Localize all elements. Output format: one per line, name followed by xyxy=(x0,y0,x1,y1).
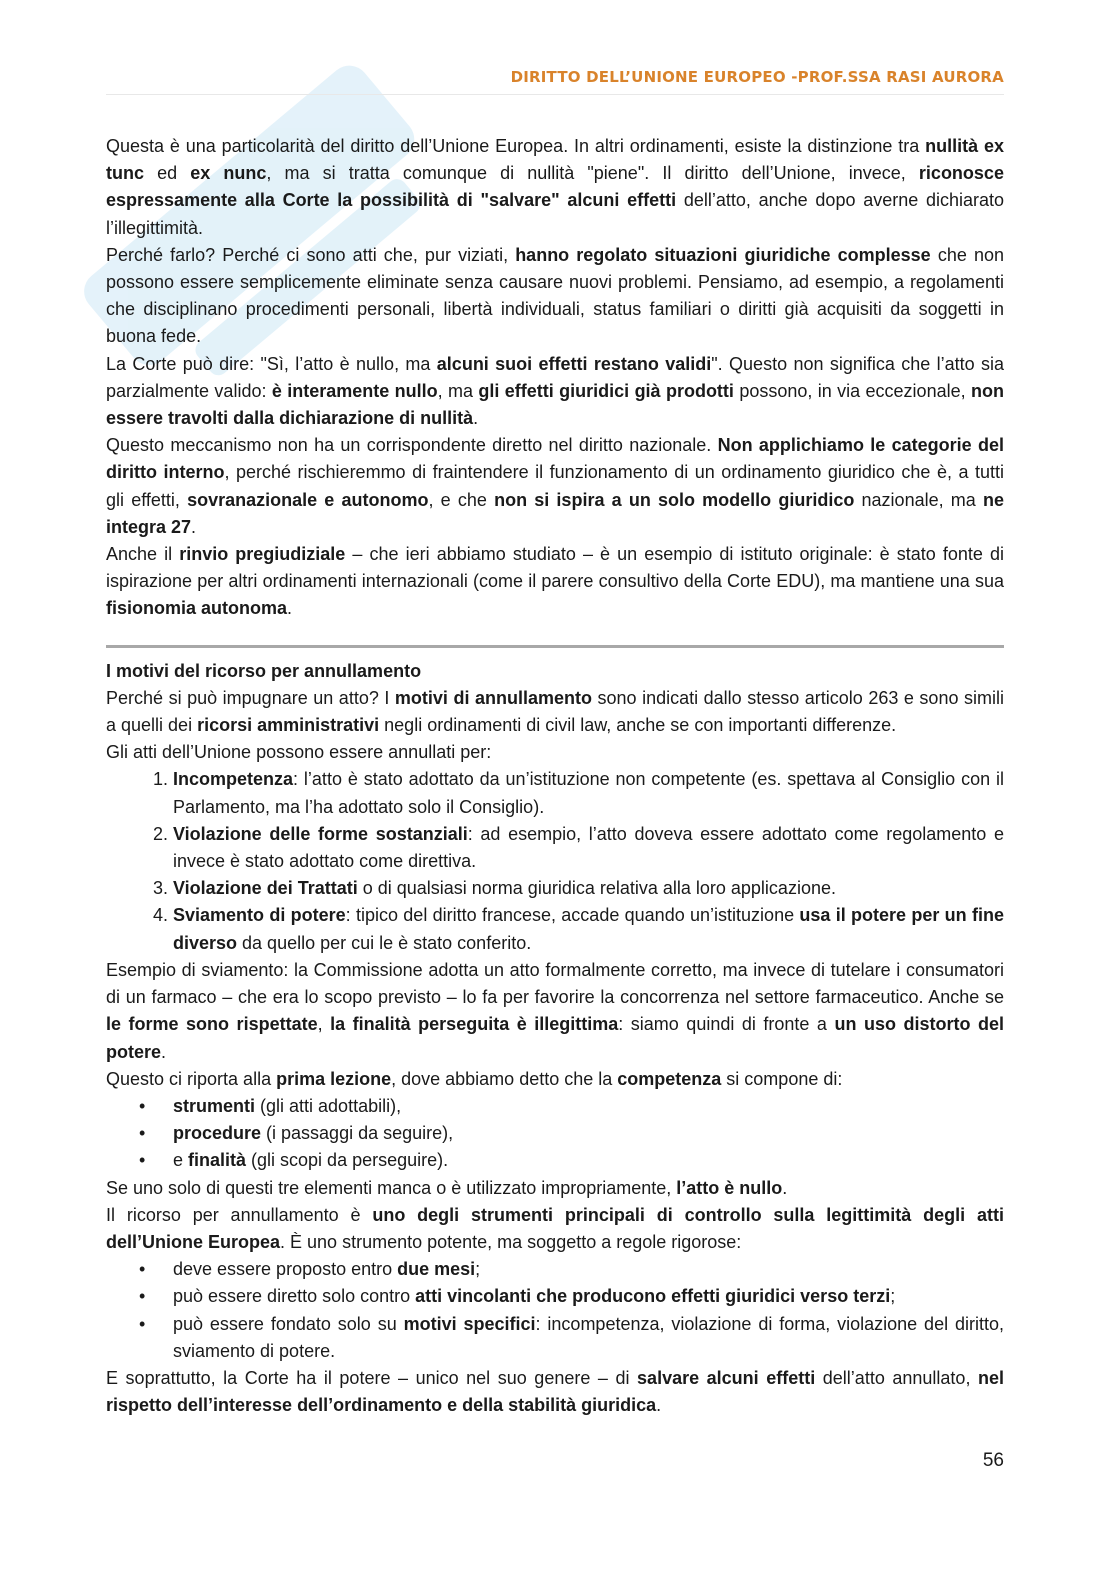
section-divider xyxy=(106,645,1004,648)
rule-item: • deve essere proposto entro due mesi; xyxy=(173,1256,1004,1283)
rules-list xyxy=(106,1256,1004,1365)
motivo-item: 3. Violazione dei Trattati o di qualsiasi norma giuridica relativa alla loro applicazione. xyxy=(173,875,1004,902)
paragraph: E soprattutto, la Corte ha il potere – unico nel suo genere – di salvare alcuni effetti dell’atto annullato, nel rispetto dell’interesse dell’ordinamento e della stabilità giuridica. xyxy=(106,1367,1005,1416)
header-divider xyxy=(106,94,1004,95)
paragraph: Perché si può impugnare un atto? I motivi di annullamento sono indicati dallo stesso articolo 263 e sono simili a quelli dei ricorsi amministrativi negli ordinamenti di civil law, anche se con importanti differenze. xyxy=(106,687,1004,736)
paragraph: Il ricorso per annullamento è uno degli strumenti principali di controllo sulla legittimità degli atti dell’Unione Europea. È uno strumento potente, ma soggetto a regole rigorose: xyxy=(106,1204,1004,1252)
rule-item: • può essere diretto solo contro atti vincolanti che producono effetti giuridici verso terzi; xyxy=(173,1283,1004,1310)
motivi-list xyxy=(106,766,1004,956)
section-heading: I motivi del ricorso per annullamento xyxy=(106,660,422,681)
paragraph: Gli atti dell’Unione possono essere annullati per: xyxy=(106,742,492,763)
paragraph: La Corte può dire: "Sì, l’atto è nullo, ma alcuni suoi effetti restano validi". Questo non significa che l’atto sia parzialmente valido: è interamente nullo, ma gli effetti giuridici già prodotti possono, in via eccezionale, non essere travolti dalla dichiarazione di nullità. xyxy=(106,353,1004,429)
paragraph: Esempio di sviamento: la Commissione adotta un atto formalmente corretto, ma invece di tutelare i consumatori di un farmaco – che era lo scopo previsto – lo fa per favorire la concorrenza nel settore farmaceutico. Anche se le forme sono rispettate, la finalità perseguita è illegittima: siamo quindi di fronte a un uso distorto del potere. xyxy=(106,959,1005,1062)
paragraph: Perché farlo? Perché ci sono atti che, pur viziati, hanno regolato situazioni giuridiche complesse che non possono essere semplicemente eliminate senza causare nuovi problemi. Pensiamo, ad esempio, a regolamenti che disciplinano procedimenti personali, libertà individuali, status familiari o diritti già acquisiti da soggetti in buona fede. xyxy=(106,244,1004,347)
motivo-item: 4. Sviamento di potere: tipico del diritto francese, accade quando un’istituzione usa il potere per un fine diverso da quello per cui le è stato conferito. xyxy=(173,902,1004,956)
competenza-list xyxy=(106,1093,1004,1175)
section-closing xyxy=(106,1365,1004,1419)
paragraph: Questo ci riporta alla prima lezione, dove abbiamo detto che la competenza si compone di: xyxy=(106,1068,843,1089)
motivo-item: 2. Violazione delle forme sostanziali: ad esempio, l’atto doveva essere adottato come regolamento e invece è stato adottato come direttiva. xyxy=(173,821,1004,875)
section-middle xyxy=(106,957,1004,1093)
document-header: DIRITTO DELL’UNIONE EUROPEO -PROF.SSA RASI AURORA xyxy=(510,68,1004,86)
document-body xyxy=(106,133,1004,1419)
intro-paragraphs xyxy=(106,133,1004,623)
paragraph: Questo meccanismo non ha un corrispondente diretto nel diritto nazionale. Non applichiamo le categorie del diritto interno, perché rischieremmo di fraintendere il funzionamento di un ordinamento giuridico che è, a tutti gli effetti, sovranazionale e autonomo, e che non si ispira a un solo modello giuridico nazionale, ma ne integra 27. xyxy=(106,435,1004,537)
paragraph: Anche il rinvio pregiudiziale – che ieri abbiamo studiato – è un esempio di istituto originale: è stato fonte di ispirazione per altri ordinamenti internazionali (come il parere consultivo della Corte EDU), ma mantiene una sua fisionomia autonoma. xyxy=(106,544,1004,619)
paragraph: Questa è una particolarità del diritto dell’Unione Europea. In altri ordinamenti, esiste la distinzione tra nullità ex tunc ed ex nunc, ma si tratta comunque di nullità "piene". Il diritto dell’Unione, invece, riconosce espressamente alla Corte la possibilità di "salvare" alcuni effetti dell’atto, anche dopo averne dichiarato l’illegittimità. xyxy=(106,136,1005,238)
page-number: 56 xyxy=(982,1450,1004,1471)
rule-item: • può essere fondato solo su motivi specifici: incompetenza, violazione di forma, violazione del diritto, sviamento di potere. xyxy=(173,1311,1004,1365)
motivo-item: 1. Incompetenza: l’atto è stato adottato da un’istituzione non competente (es. spettava al Consiglio con il Parlamento, ma l’ha adottato solo il Consiglio). xyxy=(173,766,1004,820)
competenza-item: • procedure (i passaggi da seguire), xyxy=(173,1120,1004,1147)
section-intro xyxy=(106,685,1004,767)
competenza-item: • strumenti (gli atti adottabili), xyxy=(173,1093,1004,1120)
competenza-item: • e finalità (gli scopi da perseguire). xyxy=(173,1147,1004,1174)
section-after xyxy=(106,1175,1004,1257)
paragraph: Se uno solo di questi tre elementi manca o è utilizzato impropriamente, l’atto è nullo. xyxy=(106,1177,788,1198)
